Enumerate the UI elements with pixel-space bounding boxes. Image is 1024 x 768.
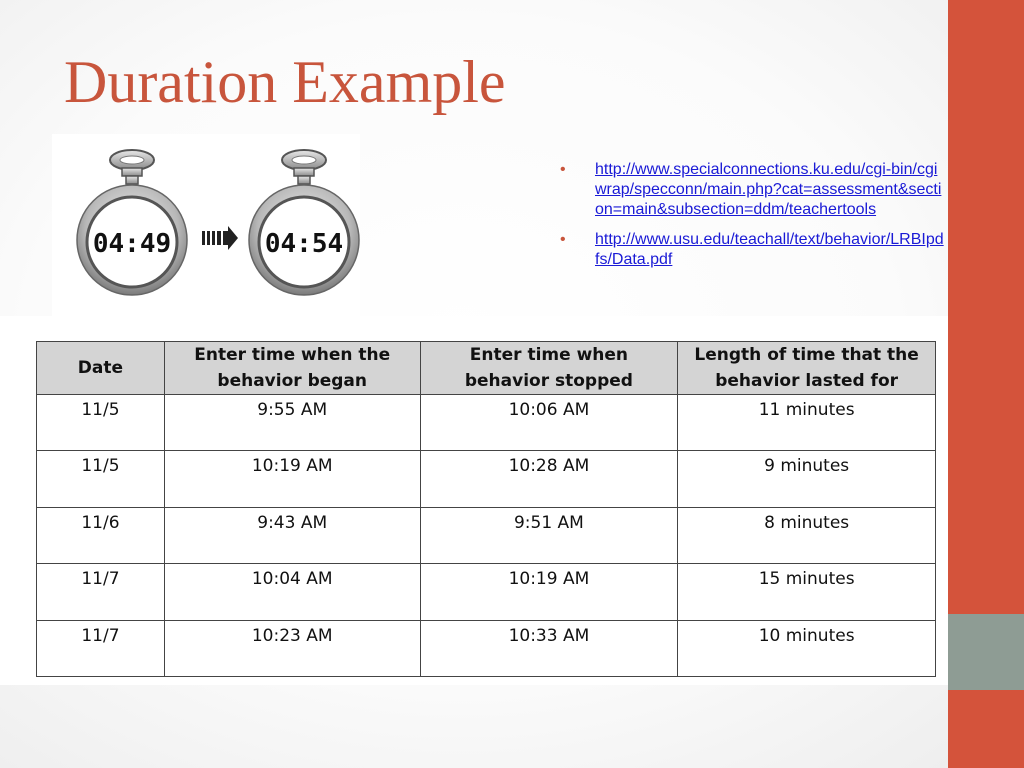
table-row xyxy=(37,620,936,676)
stopwatch-end-icon xyxy=(249,150,359,295)
table-row xyxy=(37,451,936,507)
stopwatch-start-icon xyxy=(77,150,187,295)
cell-duration: 11 minutes xyxy=(678,395,936,451)
link-item xyxy=(560,230,948,270)
cell-duration: 9 minutes xyxy=(678,451,936,507)
reference-link-usu[interactable]: http://www.usu.edu/teachall/text/behavior/LRBIpdfs/Data.pdf xyxy=(595,231,944,268)
stopwatch-illustration xyxy=(52,134,360,316)
cell-date: 11/6 xyxy=(37,507,165,563)
cell-time-began: 9:55 AM xyxy=(164,395,420,451)
cell-time-began: 10:23 AM xyxy=(164,620,420,676)
sidebar-accent-bottom xyxy=(948,690,1024,768)
header-time-began: Enter time when the behavior began xyxy=(164,342,420,395)
cell-date: 11/5 xyxy=(37,395,165,451)
cell-time-stopped: 10:33 AM xyxy=(420,620,678,676)
stopwatch-start-time: 04:49 xyxy=(92,229,172,259)
cell-date: 11/7 xyxy=(37,620,165,676)
cell-time-began: 10:19 AM xyxy=(164,451,420,507)
header-duration: Length of time that the behavior lasted for xyxy=(678,342,936,395)
table-row xyxy=(37,564,936,620)
table-row xyxy=(37,507,936,563)
header-time-stopped: Enter time when behavior stopped xyxy=(420,342,678,395)
sidebar-accent-middle xyxy=(948,614,1024,690)
bullet-icon: • xyxy=(560,231,566,248)
cell-time-stopped: 9:51 AM xyxy=(420,507,678,563)
striped-right-arrow-icon xyxy=(202,226,238,250)
sidebar-accent-top xyxy=(948,0,1024,614)
table-row xyxy=(37,395,936,451)
cell-duration: 15 minutes xyxy=(678,564,936,620)
reference-link-specialconnections[interactable]: http://www.specialconnections.ku.edu/cgi-bin/cgiwrap/specconn/main.php?cat=assessment&section=main&subsection=ddm/teachertools xyxy=(595,161,942,218)
cell-date: 11/7 xyxy=(37,564,165,620)
duration-table-panel xyxy=(0,316,948,685)
cell-duration: 8 minutes xyxy=(678,507,936,563)
table-header-row xyxy=(37,342,936,395)
cell-time-began: 9:43 AM xyxy=(164,507,420,563)
cell-time-stopped: 10:28 AM xyxy=(420,451,678,507)
cell-time-stopped: 10:06 AM xyxy=(420,395,678,451)
stopwatch-end-time: 04:54 xyxy=(264,229,344,259)
link-item xyxy=(560,160,948,220)
duration-table xyxy=(36,341,936,677)
cell-date: 11/5 xyxy=(37,451,165,507)
slide-title: Duration Example xyxy=(64,49,506,115)
cell-time-began: 10:04 AM xyxy=(164,564,420,620)
cell-duration: 10 minutes xyxy=(678,620,936,676)
bullet-icon: • xyxy=(560,161,566,178)
reference-links xyxy=(560,160,948,280)
cell-time-stopped: 10:19 AM xyxy=(420,564,678,620)
header-date: Date xyxy=(37,342,165,395)
